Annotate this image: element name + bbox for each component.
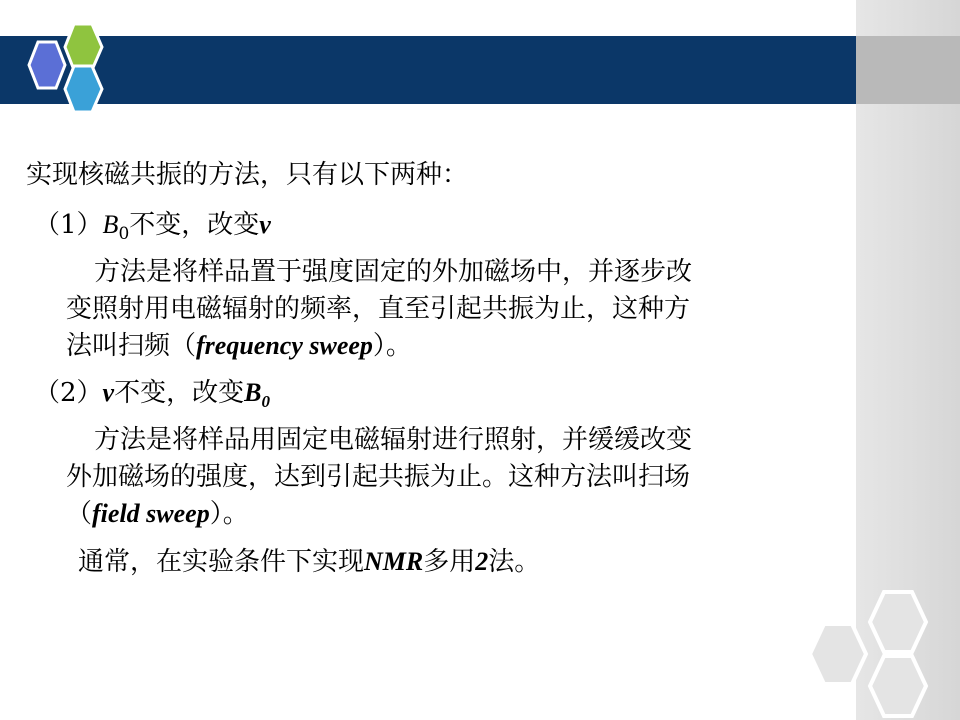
method1-desc-line2: 变照射用电磁辐射的频率，直至引起共振为止，这种方 [66,294,691,324]
title-bar-gray-extension [856,36,960,104]
method1-heading: $(1)B_0$不变，改变v [34,210,271,244]
hexagon-cluster-logo-icon [10,20,120,120]
method2-desc-line3: （field sweep）。 [66,499,249,529]
method2-desc-line2: 外加磁场的强度，达到引起共振为止。这种方法叫扫场 [66,462,691,492]
gray-hexagon-decoration-icon [800,588,960,720]
intro-text: 实现核磁共振的方法，只有以下两种： [26,160,469,190]
blue-hexagon-icon [29,42,65,88]
method1-desc-line1: 方法是将样品置于强度固定的外加磁场中，并逐步改 [94,257,693,287]
cyan-hexagon-icon [65,66,102,112]
method2-desc-line1: 方法是将样品用固定电磁辐射进行照射，并缓缓改变 [94,425,693,455]
method2-heading: （2）v不变，改变$B_0$ [34,378,270,411]
conclusion-text: 通常，在实验条件下实现NMR多用2法。 [78,547,541,577]
green-hexagon-icon [65,24,102,70]
method1-desc-line3: 法叫扫频（frequency sweep）。 [66,331,412,361]
title-bar [0,36,856,104]
